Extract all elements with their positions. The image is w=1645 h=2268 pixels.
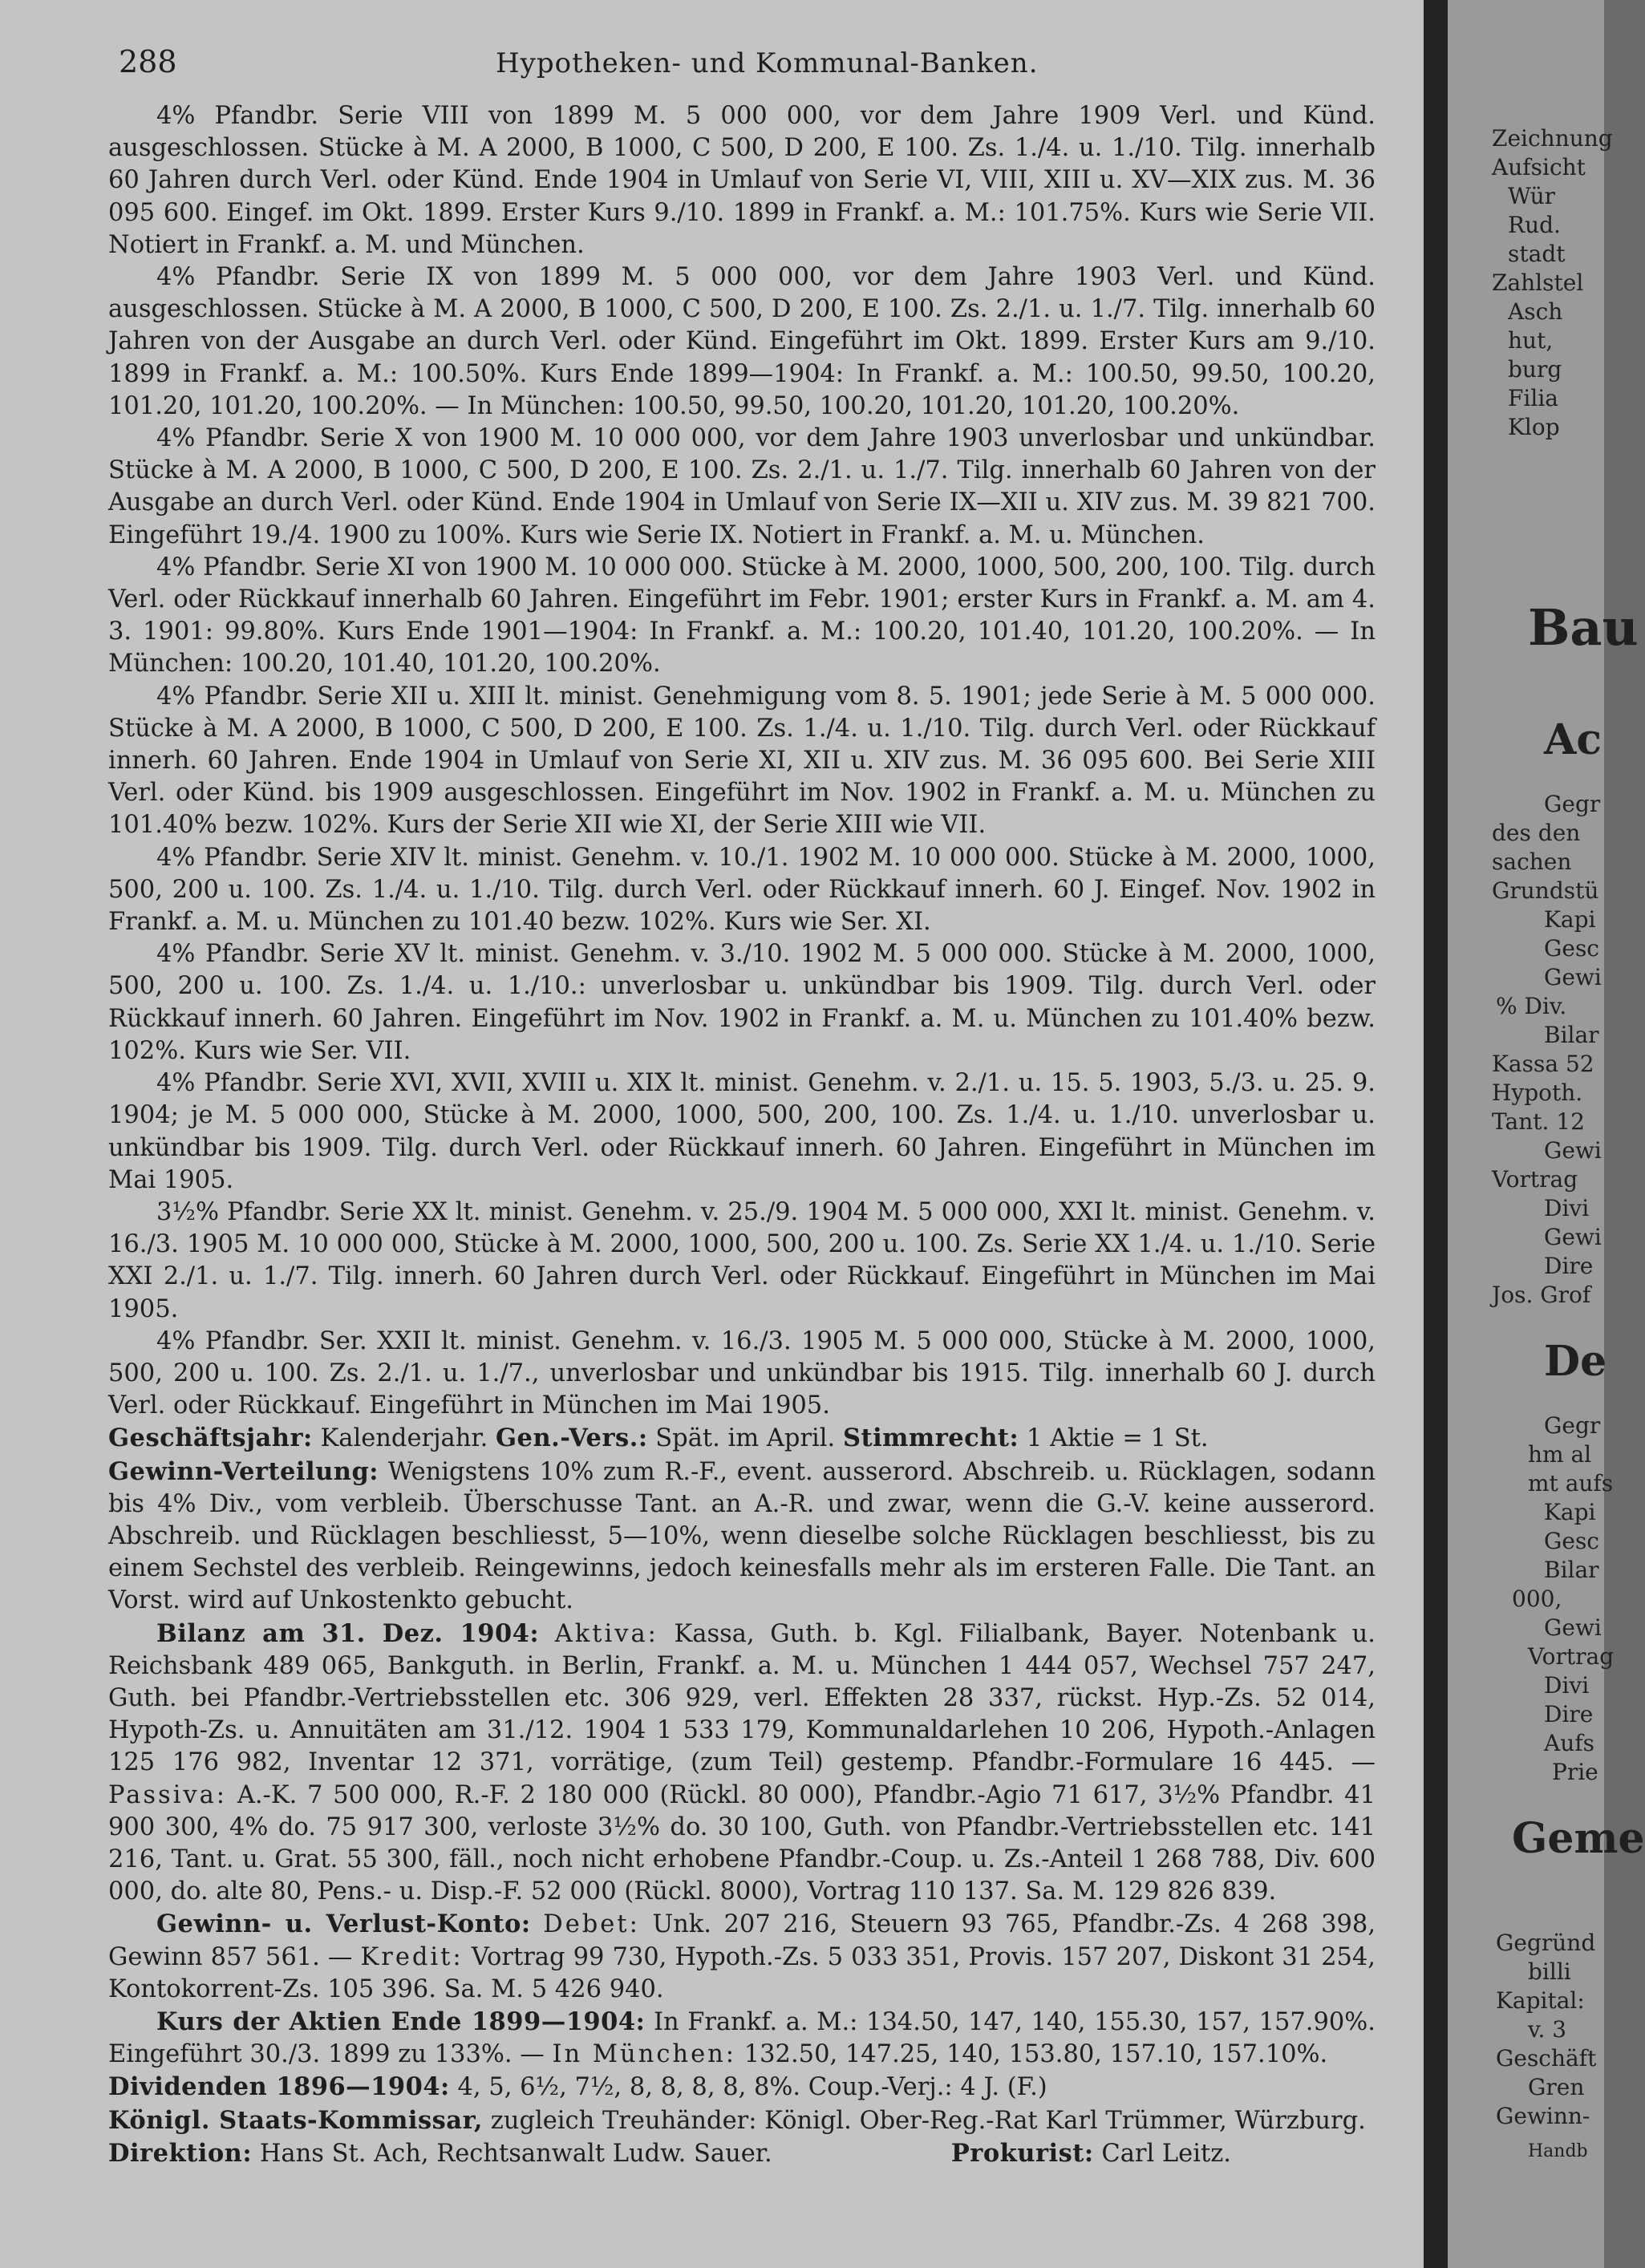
pfandbrief-serie-xii-xiii: 4% Pfandbr. Serie XII u. XIII lt. minist. Genehmigung vom 8. 5. 1901; jede Serie à M. 5 000 000. Stücke à M. A 2000, B 1000, C 500, D 200, E 100. Zs. 1./4. u. 1./10. Tilg. durch Verl. oder Rückkauf innerh. 60 Jahren. Ende 1904 in Umlauf von Serie XI, XII u. XIV zus. M. 36 095 600. Bei Serie XIII Verl. oder Künd. bis 1909 ausgeschlossen. Eingeführt im Nov. 1902 in Frankf. a. M. u. München zu 101.40% bezw. 102%. Kurs der Serie XII wie XI, der Serie XIII wie VII. [108, 682, 1376, 840]
kurs-frankfurt-label: In Frankf. a. M.: [653, 2007, 858, 2036]
next-page-heading: Ac [1544, 715, 1602, 764]
pfandbrief-serie-xxii: 4% Pfandbr. Ser. XXII lt. minist. Genehm. v. 16./3. 1905 M. 5 000 000, Stücke à M. 2000, 1000, 500, 200 u. 100. Zs. 2./1. u. 1./7., unverlosbar und unkündbar bis 1915. Tilg. innerhalb 60 J. durch Verl. oder Rückkauf. Eingeführt in München im Mai 1905. [108, 1326, 1376, 1420]
next-page-heading: Bau [1528, 598, 1639, 657]
geschaeftsjahr-line [108, 1422, 1376, 1455]
next-page-fragment: Divi [1544, 1672, 1590, 1699]
next-page-fragment: stadt [1508, 241, 1566, 267]
direktion-group [108, 2137, 772, 2170]
next-page-fragment: Hypoth. [1492, 1079, 1583, 1106]
kredit-text: Vortrag 99 730, Hypoth.-Zs. 5 033 351, Provis. 157 207, Diskont 31 254, Kontokorrent-Zs. 105 396. Sa. M. 5 426 940. [108, 1942, 1376, 2003]
page-header [119, 44, 1370, 84]
next-page-fragment: Dire [1544, 1253, 1594, 1279]
prokurist-label: Prokurist: [950, 2138, 1094, 2168]
next-page-fragment: Kassa 52 [1492, 1051, 1594, 1077]
next-page-fragment: Kapi [1544, 906, 1596, 933]
direktion-label: Direktion: [108, 2138, 253, 2168]
next-page-fragment: Gegr [1544, 1412, 1601, 1439]
next-page-fragment: Kapital: [1496, 1987, 1585, 2014]
aktiva-label: Aktiva: [554, 1619, 658, 1648]
next-page-fragment: hm al [1528, 1441, 1592, 1468]
pfandbrief-serie-xx-xxi: 3½% Pfandbr. Serie XX lt. minist. Genehm. v. 25./9. 1904 M. 5 000 000, XXI lt. minist. Genehm. v. 16./3. 1905 M. 10 000 000, Stücke à M. 2000, 1000, 500, 200 u. 100. Zs. Serie XX 1./4. u. 1./10. Serie XXI 2./1. u. 1./7. Tilg. innerh. 60 Jahren durch Verl. oder Rückkauf. Eingeführt in München im Mai 1905. [108, 1197, 1376, 1323]
next-page-fragment: mt aufs [1528, 1470, 1614, 1496]
pfandbrief-serie-ix: 4% Pfandbr. Serie IX von 1899 M. 5 000 000, vor dem Jahre 1903 Verl. und Künd. ausgeschlossen. Stücke à M. A 2000, B 1000, C 500, D 200, E 100. Zs. 2./1. u. 1./7. Tilg. innerhalb 60 Jahren von der Ausgabe an durch Verl. oder Künd. Eingeführt im Okt. 1899. Erster Kurs am 9./10. 1899 in Frankf. a. M.: 100.50%. Kurs Ende 1899—1904: In Frankf. a. M.: 100.50, 99.50, 100.20, 101.20, 101.20, 100.20%. — In München: 100.50, 99.50, 100.20, 101.20, 101.20, 100.20%. [108, 263, 1376, 420]
debet-label: Debet: [543, 1910, 640, 1939]
next-page-fragment: Filia [1508, 385, 1558, 411]
kommissar-label: Königl. Staats-Kommissar, [108, 2105, 484, 2135]
pfandbrief-serie-xiv: 4% Pfandbr. Serie XIV lt. minist. Genehm. v. 10./1. 1902 M. 10 000 000. Stücke à M. 2000, 1000, 500, 200 u. 100. Zs. 1./4. u. 1./10. Tilg. durch Verl. oder Rückkauf innerh. 60 J. Eingef. Nov. 1902 in Frankf. a. M. u. München zu 101.40 bezw. 102%. Kurs wie Ser. XI. [108, 843, 1376, 937]
genvers-label: Gen.-Vers.: [496, 1424, 648, 1453]
stimmrecht-label: Stimmrecht: [842, 1424, 1019, 1453]
next-page-fragment: Divi [1544, 1195, 1590, 1221]
kommissar-text: zugleich Treuhänder: Königl. Ober-Reg.-Rat Karl Trümmer, Würzburg. [490, 2106, 1366, 2135]
adjacent-page-edge [1448, 0, 1645, 2268]
debet-text: Unk. 207 216, Steuern 93 765, Pfandbr.-Zs. 4 268 398, Gewinn 857 561. — [108, 1910, 1376, 1971]
geschaeftsjahr-value: Kalenderjahr. [320, 1424, 488, 1453]
next-page-fragment: Gesc [1544, 1528, 1599, 1554]
kurs-aktien-label: Kurs der Aktien Ende 1899—1904: [156, 2007, 646, 2036]
pfandbrief-serie-viii: 4% Pfandbr. Serie VIII von 1899 M. 5 000 000, vor dem Jahre 1909 Verl. und Künd. ausgeschlossen. Stücke à M. A 2000, B 1000, C 500, D 200, E 100. Zs. 1./4. u. 1./10. Tilg. innerhalb 60 Jahren durch Verl. oder Künd. Ende 1904 in Umlauf von Serie VI, VIII, XIII u. XV—XIX zus. M. 36 095 600. Eingef. im Okt. 1899. Erster Kurs 9./10. 1899 in Frankf. a. M.: 101.75%. Kurs wie Serie VII. Notiert in Frankf. a. M. und München. [108, 102, 1376, 259]
geschaeftsjahr-label: Geschäftsjahr: [108, 1424, 313, 1453]
next-page-fragment: Gewi [1544, 1224, 1602, 1250]
next-page-fragment: Gewi [1544, 1614, 1602, 1641]
next-page-fragment: Bilar [1544, 1557, 1599, 1583]
next-page-fragment: % Div. [1496, 993, 1567, 1019]
next-page-fragment: 000, [1512, 1586, 1562, 1612]
kurs-frankfurt-text: 134.50, 147, 140, 155.30, 157, 157.90%. Eingeführt 30./3. 1899 zu 133%. — [108, 2007, 1376, 2069]
dividenden-label: Dividenden 1896—1904: [108, 2072, 450, 2102]
gewinn-verteilung-line [108, 1456, 1376, 1618]
next-page-heading: Geme [1512, 1814, 1645, 1863]
next-page-fragment: Vortrag [1492, 1166, 1578, 1193]
next-page-fragment: Vortrag [1528, 1643, 1615, 1670]
next-page-fragment: Kapi [1544, 1499, 1596, 1525]
bilanz-block [108, 1618, 1376, 1909]
next-page-heading: De [1544, 1337, 1607, 1386]
dividenden-line [108, 2071, 1376, 2104]
next-page-fragment: Gesc [1544, 935, 1599, 962]
body-text [108, 100, 1376, 2170]
pfandbrief-serie-xvi-xix: 4% Pfandbr. Serie XVI, XVII, XVIII u. XIX lt. minist. Genehm. v. 2./1. u. 15. 5. 1903, 5./3. u. 25. 9. 1904; je M. 5 000 000, Stücke à M. 2000, 1000, 500, 200, 100. Zs. 1./4. u. 1./10. unverlosbar u. unkündbar bis 1909. Tilg. durch Verl. oder Rückkauf innerh. 60 Jahren. Eingeführt in München im Mai 1905. [108, 1069, 1376, 1194]
next-page-fragment: Klop [1508, 414, 1560, 440]
kommissar-line [108, 2104, 1376, 2137]
next-page-fragment: Gegründ [1496, 1930, 1596, 1956]
gewinn-verlust-label: Gewinn- u. Verlust-Konto: [156, 1910, 531, 1939]
next-page-fragment: Gewi [1544, 1137, 1602, 1164]
next-page-fragment: Jos. Grof [1492, 1282, 1591, 1308]
prokurist-group [951, 2137, 1231, 2170]
next-page-fragment: Zeichnung [1492, 125, 1613, 152]
direktion-text: Hans St. Ach, Rechtsanwalt Ludw. Sauer. [259, 2139, 772, 2168]
next-page-fragment: Dire [1544, 1701, 1594, 1727]
next-page-fragment: Handb [1528, 2141, 1588, 2161]
genvers-value: Spät. im April. [655, 1424, 836, 1453]
dividenden-text: 4, 5, 6½, 7½, 8, 8, 8, 8, 8%. Coup.-Verj.: 4 J. (F.) [457, 2073, 1047, 2102]
next-page-fragment: des den [1492, 820, 1581, 846]
pfandbrief-serie-xi: 4% Pfandbr. Serie XI von 1900 M. 10 000 000. Stücke à M. 2000, 1000, 500, 200, 100. Tilg. durch Verl. oder Rückkauf innerhalb 60 Jahren. Eingeführt im Febr. 1901; erster Kurs in Frankf. a. M. am 4. 3. 1901: 99.80%. Kurs Ende 1901—1904: In Frankf. a. M.: 100.20, 101.40, 101.20, 100.20%. — In München: 100.20, 101.40, 101.20, 100.20%. [108, 553, 1376, 678]
pfandbrief-serie-x: 4% Pfandbr. Serie X von 1900 M. 10 000 000, vor dem Jahre 1903 unverlosbar und unkündbar. Stücke à M. A 2000, B 1000, C 500, D 200, E 100. Zs. 2./1. u. 1./7. Tilg. innerhalb 60 Jahren von der Ausgabe an durch Verl. oder Künd. Ende 1904 in Umlauf von Serie IX—XII u. XIV zus. M. 39 821 700. Eingeführt 19./4. 1900 zu 100%. Kurs wie Serie IX. Notiert in Frankf. a. M. u. München. [108, 424, 1376, 549]
pfandbrief-serie-xv: 4% Pfandbr. Serie XV lt. minist. Genehm. v. 3./10. 1902 M. 5 000 000. Stücke à M. 2000, 1000, 500, 200 u. 100. Zs. 1./4. u. 1./10.: unverlosbar u. unkündbar bis 1909. Tilg. durch Verl. oder Rückkauf innerh. 60 Jahren. Eingeführt im Nov. 1902 in Frankf. a. M. u. München zu 101.40% bezw. 102%. Kurs wie Ser. VII. [108, 940, 1376, 1065]
gewinn-verteilung-label: Gewinn-Verteilung: [108, 1456, 379, 1486]
next-page-fragment: Gewinn- [1496, 2103, 1590, 2129]
gewinn-verteilung-text: Wenigstens 10% zum R.-F., event. ausserord. Abschreib. u. Rücklagen, sodann bis 4% Div., vom verbleib. Überschusse Tant. an A.-R. und zwar, wenn die G.-V. keine ausserord. Abschreib. und Rücklagen beschliesst, 5—10%, wenn dieselbe solche Rücklagen beschliesst, bis zu einem Sechstel des verbleib. Reingewinns, jedoch keinesfalls mehr als im ersteren Falle. Die Tant. an Vorst. wird auf Unkostenkto gebucht. [108, 1457, 1376, 1615]
next-page-fragment: sachen [1492, 848, 1572, 875]
stimmrecht-value: 1 Aktie = 1 St. [1026, 1424, 1209, 1453]
next-page-fragment: Zahlstel [1492, 269, 1584, 296]
next-page-fragment: Asch [1508, 298, 1563, 325]
next-page-fragment: Bilar [1544, 1022, 1599, 1048]
kurs-muenchen-text: 132.50, 147.25, 140, 153.80, 157.10, 157.10%. [743, 2040, 1328, 2069]
aktiva-text: Kassa, Guth. b. Kgl. Filialbank, Bayer. Notenbank u. Reichsbank 489 065, Bankguth. in Berlin, Frankf. a. M. u. München 1 444 057, Wechsel 757 247, Guth. bei Pfandbr.-Vertriebsstellen etc. 306 929, verl. Effekten 28 337, rückst. Hyp.-Zs. 52 014, Hypoth-Zs. u. Annuitäten am 31./12. 1904 1 533 179, Kommunaldarlehen 10 206, Hypoth.-Anlagen 125 176 982, Inventar 12 371, vorrätige, (zum Teil) gestemp. Pfandbr.-Formulare 16 445. — [108, 1619, 1376, 1777]
next-page-fragment: Geschäft [1496, 2045, 1597, 2072]
page-number: 288 [119, 44, 177, 79]
next-page-fragment: hut, [1508, 327, 1554, 354]
passiva-label: Passiva: [108, 1780, 228, 1809]
next-page-fragment: Rud. [1508, 212, 1561, 238]
kredit-label: Kredit: [360, 1942, 464, 1971]
gewinn-verlust-block [108, 1908, 1376, 2006]
kurs-aktien-block [108, 2006, 1376, 2071]
passiva-text: A.-K. 7 500 000, R.-F. 2 180 000 (Rückl. 80 000), Pfandbr.-Agio 71 617, 3½% Pfandbr. 41 900 300, 4% do. 75 917 300, verloste 3½% do. 30 100, Guth. von Pfandbr.-Vertriebsstellen etc. 141 216, Tant. u. Grat. 55 300, fäll., noch nicht erhobene Pfandbr.-Coup. u. Zs.-Anteil 1 268 788, Div. 600 000, do. alte 80, Pens.- u. Disp.-F. 52 000 (Rückl. 8000), Vortrag 110 137. Sa. M. 129 826 839. [108, 1780, 1376, 1906]
next-page-fragment: Wür [1508, 183, 1556, 209]
next-page-fragment: burg [1508, 356, 1562, 383]
next-page-fragment: Aufs [1544, 1730, 1594, 1756]
next-page-fragment: billi [1528, 1958, 1571, 1985]
bilanz-label: Bilanz am 31. Dez. 1904: [156, 1618, 540, 1648]
direktion-line [108, 2137, 1376, 2170]
prokurist-text: Carl Leitz. [1101, 2139, 1231, 2168]
next-page-fragment: Gren [1528, 2074, 1585, 2100]
next-page-fragment: Aufsicht [1492, 154, 1586, 180]
next-page-fragment: Grundstü [1492, 877, 1599, 904]
next-page-fragment: Gewi [1544, 964, 1602, 990]
book-gutter [1424, 0, 1448, 2268]
running-head: Hypotheken- und Kommunal-Banken. [496, 47, 1039, 79]
next-page-fragment: Tant. 12 [1492, 1108, 1585, 1135]
next-page-fragment: Prie [1552, 1759, 1598, 1785]
next-page-fragment: v. 3 [1528, 2016, 1567, 2043]
next-page-fragment: Gegr [1544, 791, 1601, 817]
kurs-muenchen-label: In München: [552, 2040, 737, 2069]
